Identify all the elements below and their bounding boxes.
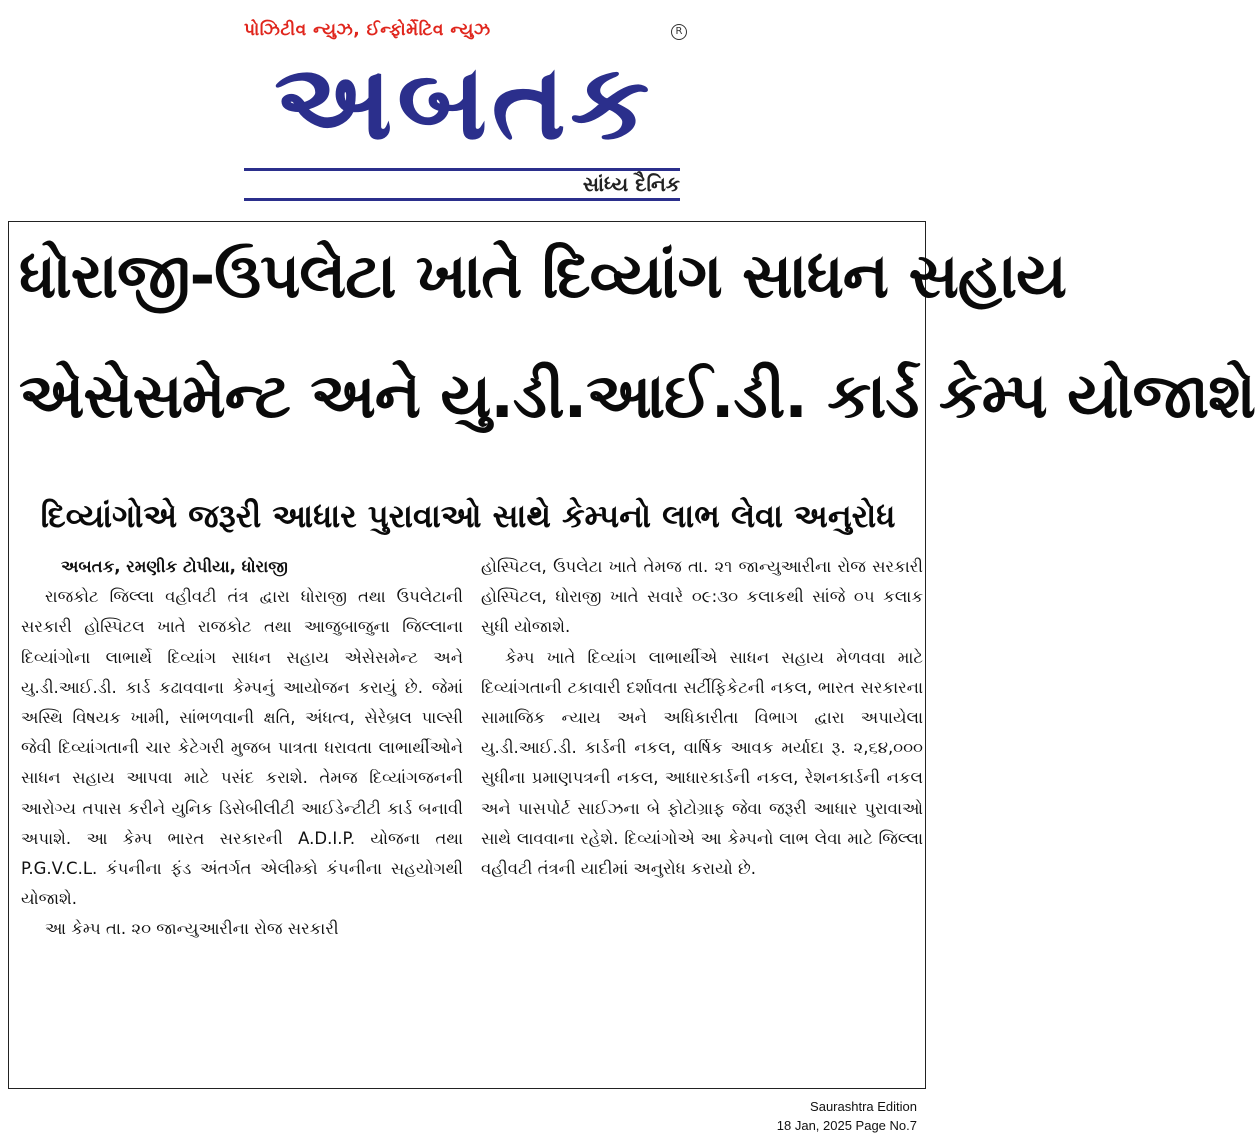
- newspaper-logo: અબતક: [274, 41, 654, 163]
- edition-footer: [617, 1097, 917, 1135]
- edition-date-page: 18 Jan, 2025 Page No.7: [776, 1118, 917, 1133]
- paragraph: હોસ્પિટલ, ઉપલેટા ખાતે તેમજ તા. ૨૧ જાન્યુઆરીના રોજ સરકારી હોસ્પિટલ, ધોરાજી ખાતે સવારે ૦૯:૩૦ કલાકથી સાંજે ૦૫ કલાક સુધી યોજાશે.: [481, 557, 923, 637]
- masthead: [0, 0, 927, 215]
- logo-underline: [244, 168, 680, 171]
- masthead-divider: [244, 198, 680, 201]
- byline: અબતક, રમણીક ટોપીયા, ધોરાજી: [61, 557, 288, 576]
- paragraph: આ કેમ્પ તા. ૨૦ જાન્યુઆરીના રોજ સરકારી: [45, 919, 339, 939]
- registered-trademark-icon: R: [671, 24, 687, 40]
- headline-line-2: એસેસમેન્ટ અને યુ.ડી.આઈ.ડી. કાર્ડ કેમ્પ યોજાશે: [19, 359, 1255, 432]
- masthead-tagline: પોઝિટીવ ન્યુઝ, ઈન્ફોર્મેટિવ ન્યુઝ: [244, 20, 491, 40]
- logo-subtitle: સાંધ્ય દૈનિક: [582, 172, 680, 196]
- article-clipping: [8, 221, 1255, 1089]
- article-column-left: [21, 552, 463, 945]
- subheadline: દિવ્યાંગોએ જરૂરી આધાર પુરાવાઓ સાથે કેમ્પનો લાભ લેવા અનુરોધ: [40, 497, 896, 535]
- paragraph: રાજકોટ જિલ્લા વહીવટી તંત્ર દ્વારા ધોરાજી તથા ઉપલેટાની સરકારી હોસ્પિટલ ખાતે રાજકોટ તથા આજુબાજુના જિલ્લાના દિવ્યાંગોના લાભાર્થે દિવ્યાંગ સાધન સહાય એસેસમેન્ટ અને યુ.ડી.આઈ.ડી. કાર્ડ કઢાવવાના કેમ્પનું આયોજન કરાયું છે. જેમાં અસ્થિ વિષયક ખામી, સાંભળવાની ક્ષતિ, અંધત્વ, સેરેબ્રલ પાલ્સી જેવી દિવ્યાંગતાની ચાર કેટેગરી મુજબ પાત્રતા ધરાવતા લાભાર્થીઓને સાધન સહાય આપવા માટે પસંદ કરાશે. તેમજ દિવ્યાંગજનની આરોગ્ય તપાસ કરીને યુનિક ડિસેબીલીટી આઈડેન્ટીટી કાર્ડ બનાવી અપાશે. આ કેમ્પ ભારત સરકારની A.D.I.P. યોજના તથા P.G.V.C.L. કંપનીના ફંડ અંતર્ગત એલીમ્કો કંપનીના સહયોગથી યોજાશે.: [21, 587, 463, 909]
- headline-line-1: ધોરાજી-ઉપલેટા ખાતે દિવ્યાંગ સાધન સહાય: [19, 239, 1066, 312]
- edition-name: Saurashtra Edition: [810, 1099, 917, 1114]
- article-column-right: [481, 552, 923, 884]
- paragraph: કેમ્પ ખાતે દિવ્યાંગ લાભાર્થીએ સાધન સહાય મેળવવા માટે દિવ્યાંગતાની ટકાવારી દર્શાવતા સર્ટીફિકેટની નકલ, ભારત સરકારના સામાજિક ન્યાય અને અધિકારીતા વિભાગ દ્વારા અપાયેલા યુ.ડી.આઈ.ડી. કાર્ડની નકલ, વાર્ષિક આવક મર્યાદા રૂ. ૨,૬૪,૦૦૦ સુધીના પ્રમાણપત્રની નકલ, આધારકાર્ડની નકલ, રેશનકાર્ડની નકલ અને પાસપોર્ટ સાઈઝના બે ફોટોગ્રાફ જેવા જરૂરી આધાર પુરાવાઓ સાથે લાવવાના રહેશે. દિવ્યાંગોએ આ કેમ્પનો લાભ લેવા માટે જિલ્લા વહીવટી તંત્રની યાદીમાં અનુરોધ કરાયો છે.: [481, 647, 923, 879]
